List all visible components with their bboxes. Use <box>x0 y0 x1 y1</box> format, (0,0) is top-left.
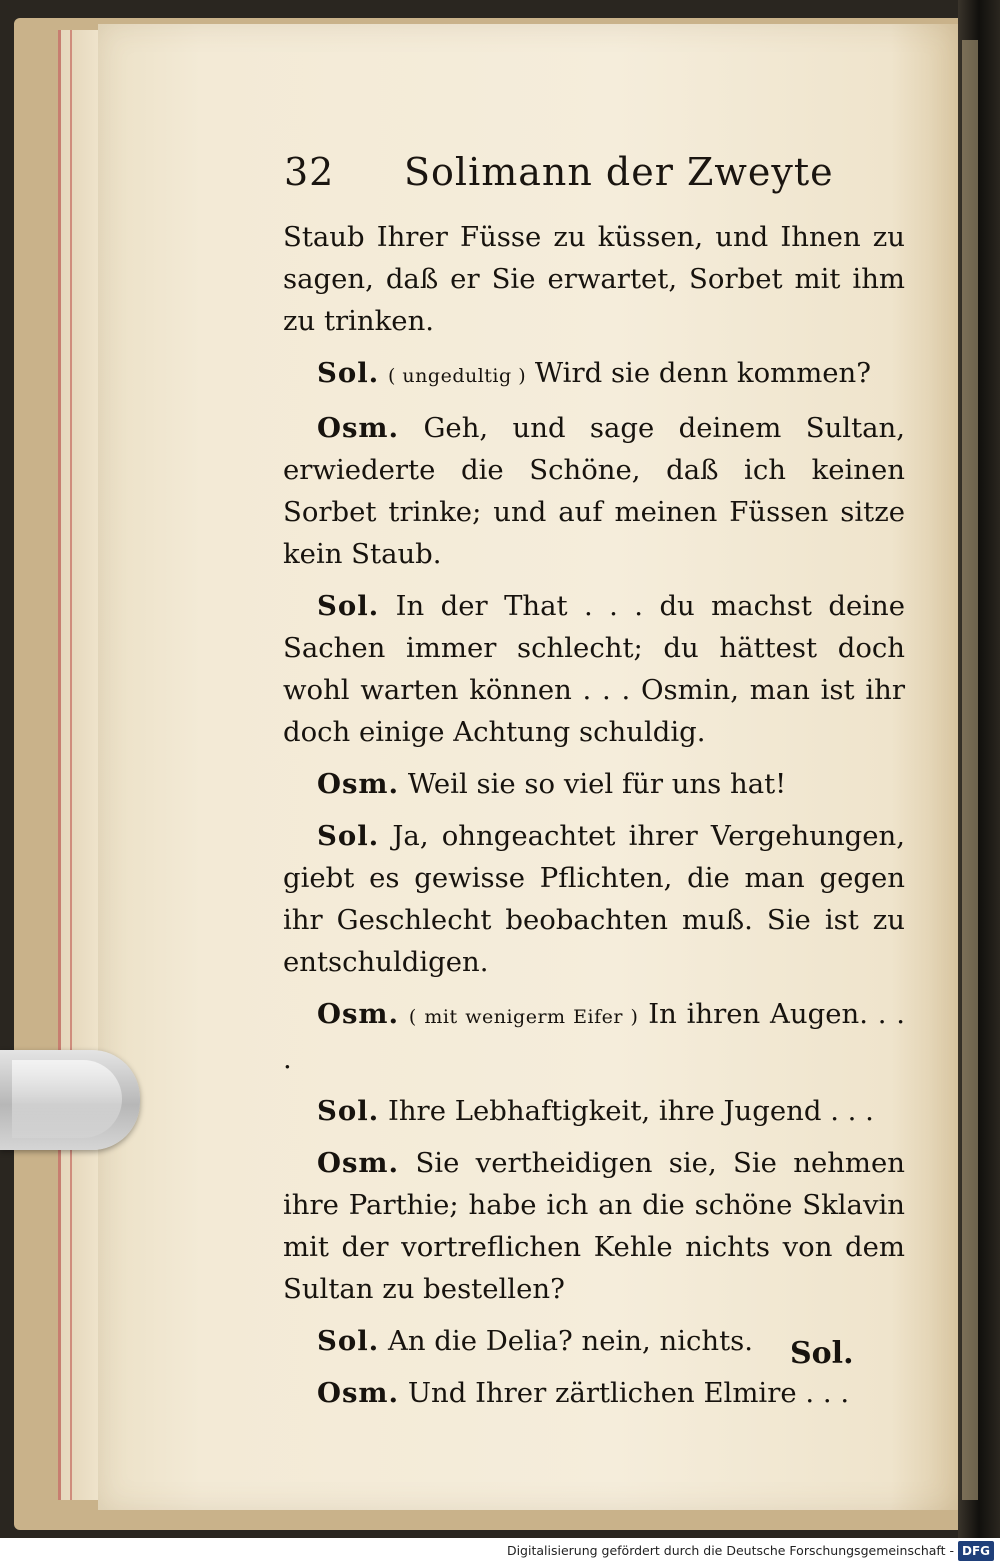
speaker-name: Sol. <box>317 590 380 622</box>
speaker-name: Osm. <box>317 412 400 444</box>
dialogue-line <box>283 763 905 805</box>
dialogue-text: Wird sie denn kommen? <box>534 357 872 389</box>
dialogue-line <box>283 407 905 575</box>
dialogue-line <box>283 815 905 983</box>
dialogue-text: Sie vertheidigen sie, Sie nehmen ihre Parthie; habe ich an die schöne Sklavin mit der vortreflichen Kehle nichts von dem Sultan zu bestellen? <box>283 1147 905 1305</box>
stage-direction: ( mit wenigerm Eifer ) <box>408 1006 639 1028</box>
page-number: 32 <box>284 150 335 194</box>
stage-direction: ( ungedultig ) <box>387 365 527 387</box>
body-text <box>283 216 905 1414</box>
speaker-name: Sol. <box>317 357 380 389</box>
dialogue-line <box>283 1372 905 1414</box>
dialogue-text: An die Delia? nein, nichts. <box>387 1325 754 1357</box>
dialogue-text: Weil sie so viel für uns hat! <box>407 768 787 800</box>
running-title: Solimann der Zweyte <box>404 150 834 194</box>
dialogue-text: Und Ihrer zärtlichen Elmire . . . <box>407 1377 850 1409</box>
dialogue-text: Ihre Lebhaftigkeit, ihre Jugend . . . <box>387 1095 874 1127</box>
page-header <box>284 150 904 194</box>
catchword: Sol. <box>790 1336 854 1371</box>
dialogue-line <box>283 585 905 753</box>
dialogue-line <box>283 993 905 1080</box>
digitization-footer <box>0 1538 1000 1565</box>
speaker-name: Sol. <box>317 1095 380 1127</box>
funding-credit: Digitalisierung gefördert durch die Deutsche Forschungsgemeinschaft - <box>506 1543 954 1558</box>
dialogue-line <box>283 352 905 397</box>
dialogue-text: In der That . . . du machst deine Sachen immer schlecht; du hättest doch wohl warten können . . . Osmin, man ist ihr doch einige Achtung schuldig. <box>283 590 905 748</box>
speaker-name: Osm. <box>317 768 400 800</box>
speaker-name: Sol. <box>317 1325 380 1357</box>
paragraph <box>283 216 905 342</box>
speaker-name: Osm. <box>317 998 400 1030</box>
dialogue-text: Geh, und sage deinem Sultan, erwiederte die Schöne, daß ich keinen Sorbet trinke; und auf meinen Füssen sitze kein Staub. <box>283 412 905 570</box>
paragraph-text: Staub Ihrer Füsse zu küssen, und Ihnen zu sagen, daß er Sie erwartet, Sorbet mit ihm zu trinken. <box>283 221 905 337</box>
speaker-name: Sol. <box>317 820 380 852</box>
speaker-name: Osm. <box>317 1377 400 1409</box>
glass-page-holder-highlight <box>12 1060 122 1138</box>
dfg-logo: DFG <box>958 1541 994 1561</box>
dialogue-line <box>283 1142 905 1310</box>
dialogue-line <box>283 1090 905 1132</box>
dialogue-text: In ihren Augen. . . . <box>283 998 906 1075</box>
dialogue-text: Ja, ohngeachtet ihrer Vergehungen, giebt es gewisse Pflichten, die man gegen ihr Geschlecht beobachten muß. Sie ist zu entschuldigen. <box>283 820 905 978</box>
speaker-name: Osm. <box>317 1147 400 1179</box>
facing-page-sliver <box>962 40 978 1500</box>
